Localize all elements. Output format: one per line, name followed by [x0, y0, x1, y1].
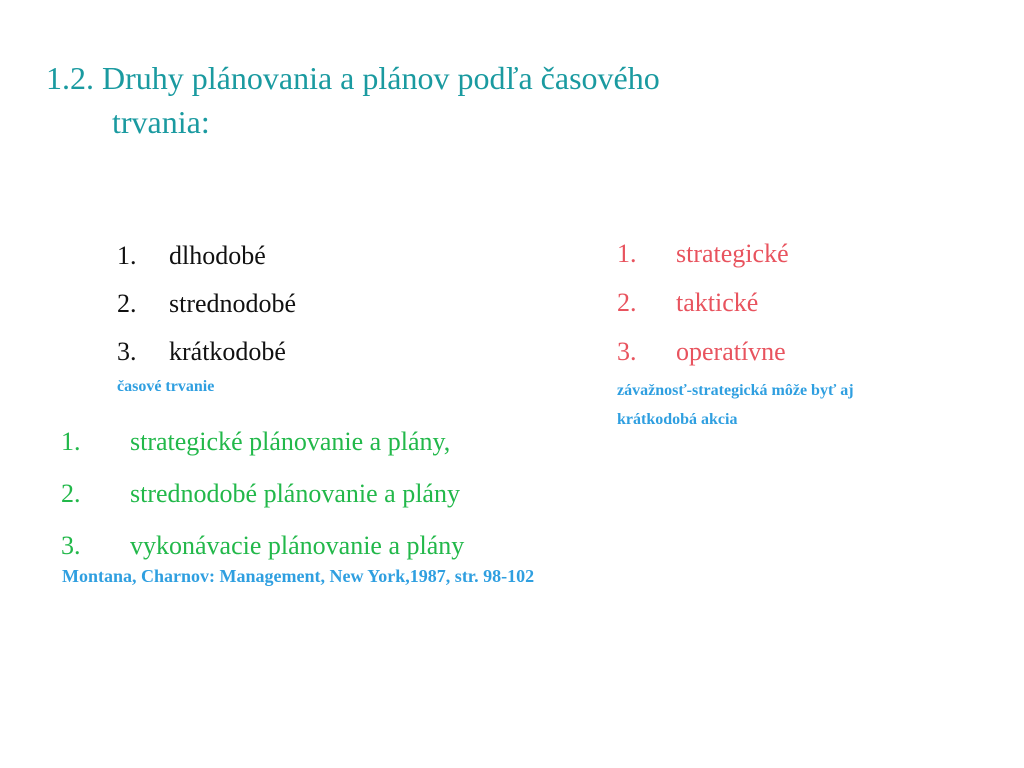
list-item — [117, 332, 296, 380]
list-item — [117, 284, 296, 332]
list-item-label: strategické — [676, 239, 789, 268]
list-item-number: 2. — [61, 479, 81, 508]
list-item-number: 2. — [617, 288, 637, 317]
list-item-number: 3. — [117, 337, 137, 366]
importance-note — [617, 376, 937, 434]
slide-title-line-2: trvania: — [112, 104, 210, 140]
planning-list — [61, 420, 464, 576]
reference-citation: Montana, Charnov: Management, New York,1987, str. 98-102 — [62, 566, 535, 586]
list-item — [617, 332, 789, 381]
slide-title-line-1: 1.2. Druhy plánovania a plánov podľa časového — [46, 60, 660, 96]
list-item-number: 2. — [117, 289, 137, 318]
list-item-label: strategické plánovanie a plány, — [130, 427, 451, 456]
list-item-number: 1. — [617, 239, 637, 268]
list-item — [617, 234, 789, 283]
duration-note: časové trvanie — [117, 378, 215, 395]
slide-title — [46, 56, 946, 144]
list-item-number: 1. — [61, 427, 81, 456]
list-item-label: taktické — [676, 288, 759, 317]
list-item-label: krátkodobé — [169, 337, 286, 366]
list-item — [617, 283, 789, 332]
list-item — [117, 236, 296, 284]
list-item — [61, 472, 464, 524]
list-item-number: 3. — [61, 531, 81, 560]
importance-list — [617, 234, 789, 381]
list-item-label: strednodobé — [169, 289, 297, 318]
list-item-label: operatívne — [676, 337, 786, 366]
duration-list — [117, 236, 296, 380]
list-item-label: dlhodobé — [169, 241, 266, 270]
list-item-label: strednodobé plánovanie a plány — [130, 479, 460, 508]
importance-note-line-2: krátkodobá akcia — [617, 411, 738, 428]
list-item-number: 1. — [117, 241, 137, 270]
list-item — [61, 420, 464, 472]
list-item-number: 3. — [617, 337, 637, 366]
list-item-label: vykonávacie plánovanie a plány — [130, 531, 465, 560]
importance-note-line-1: závažnosť-strategická môže byť aj — [617, 382, 854, 399]
